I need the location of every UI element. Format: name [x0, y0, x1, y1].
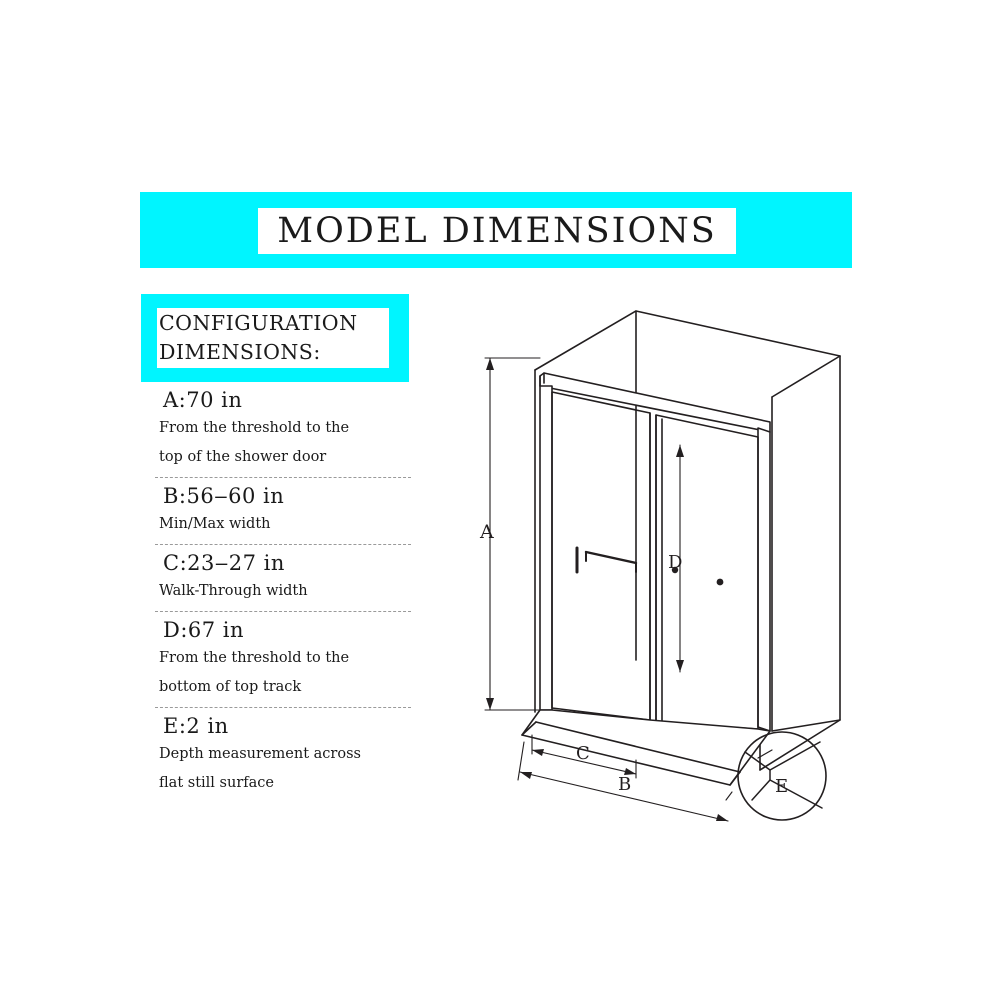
- configuration-header: [157, 308, 389, 368]
- spec-desc-d-line1: From the threshold to the: [159, 650, 350, 666]
- specification-list: [155, 388, 411, 798]
- callout-e: E: [775, 776, 789, 797]
- spec-divider-3: [155, 611, 411, 612]
- page-title: MODEL DIMENSIONS: [258, 208, 736, 254]
- shower-door-diagram: [440, 280, 910, 840]
- spec-item-a: [155, 388, 411, 472]
- spec-desc-e-line1: Depth measurement across: [159, 746, 361, 762]
- spec-divider-1: [155, 477, 411, 478]
- spec-item-b: [155, 484, 411, 539]
- spec-divider-2: [155, 544, 411, 545]
- spec-desc-a-line1: From the threshold to the: [159, 420, 350, 436]
- callout-c: C: [576, 743, 590, 764]
- spec-desc-d-line2: bottom of top track: [159, 679, 302, 695]
- spec-label-a: A:70 in: [163, 388, 243, 412]
- spec-label-e: E:2 in: [163, 714, 229, 738]
- spec-label-d: D:67 in: [163, 618, 245, 642]
- spec-desc-a-line2: top of the shower door: [159, 449, 327, 465]
- callout-d: D: [668, 552, 683, 573]
- callout-a: A: [480, 521, 494, 543]
- spec-desc-b-line1: Min/Max width: [159, 516, 271, 532]
- spec-desc-e-line2: flat still surface: [159, 775, 274, 791]
- configuration-header-line1: CONFIGURATION: [159, 311, 358, 335]
- spec-desc-c-line1: Walk-Through width: [159, 583, 308, 599]
- spec-label-b: B:56‒60 in: [163, 484, 285, 508]
- callout-b: B: [618, 774, 632, 795]
- spec-label-c: C:23‒27 in: [163, 551, 285, 575]
- configuration-header-line2: DIMENSIONS:: [159, 340, 321, 364]
- spec-item-c: [155, 551, 411, 606]
- spec-item-d: [155, 618, 411, 702]
- spec-item-e: [155, 714, 411, 798]
- spec-divider-4: [155, 707, 411, 708]
